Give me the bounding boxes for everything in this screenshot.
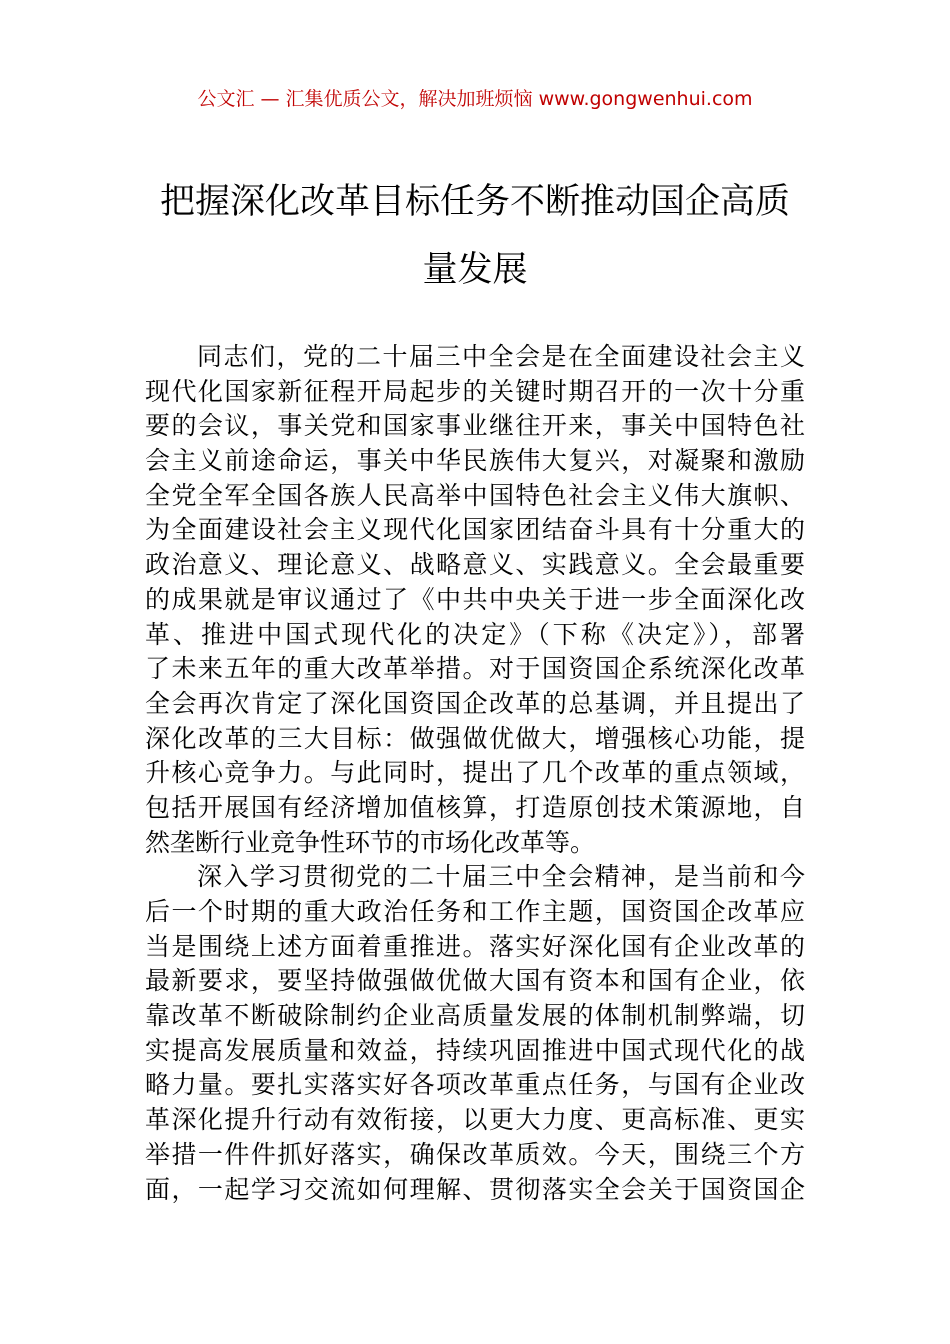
text-line: 的成果就是审议通过了《中共中央关于进一步全面深化改	[145, 584, 805, 614]
watermark-header: 公文汇 — 汇集优质公文，解决加班烦恼 www.gongwenhui.com	[197, 88, 753, 110]
document-title-line-1: 把握深化改革目标任务不断推动国企高质	[159, 182, 790, 222]
text-line: 深化改革的三大目标：做强做优做大，增强核心功能，提	[145, 723, 805, 753]
text-line: 了未来五年的重大改革举措。对于国资国企系统深化改革	[145, 654, 805, 684]
text-line: 靠改革不断破除制约企业高质量发展的体制机制弊端，切	[145, 1001, 805, 1031]
text-line: 全党全军全国各族人民高举中国特色社会主义伟大旗帜、	[145, 480, 805, 510]
text-line: 要的会议，事关党和国家事业继往开来，事关中国特色社	[145, 411, 805, 441]
text-line: 全会再次肯定了深化国资国企改革的总基调，并且提出了	[145, 688, 805, 718]
text-line: 深入学习贯彻党的二十届三中全会精神，是当前和今	[197, 862, 805, 892]
text-line: 略力量。要扎实落实好各项改革重点任务，与国有企业改	[145, 1070, 805, 1100]
text-line: 同志们，党的二十届三中全会是在全面建设社会主义	[197, 342, 805, 371]
text-line: 革深化提升行动有效衔接，以更大力度、更高标准、更实	[145, 1105, 805, 1135]
text-line: 实提高发展质量和效益，持续巩固推进中国式现代化的战	[145, 1035, 805, 1065]
text-line: 革、推进中国式现代化的决定》（下称《决定》），部署	[145, 619, 805, 649]
text-line: 举措一件件抓好落实，确保改革质效。今天，围绕三个方	[145, 1139, 805, 1169]
paragraph	[145, 860, 805, 1207]
paragraph	[145, 340, 805, 860]
text-line: 面，一起学习交流如何理解、贯彻落实全会关于国资国企	[145, 1174, 805, 1204]
text-line: 当是围绕上述方面着重推进。落实好深化国有企业改革的	[145, 931, 805, 961]
text-line: 后一个时期的重大政治任务和工作主题，国资国企改革应	[145, 897, 805, 926]
text-line: 最新要求，要坚持做强做优做大国有资本和国有企业，依	[145, 966, 805, 996]
document-body	[145, 340, 805, 1207]
text-line: 然垄断行业竞争性环节的市场化改革等。	[145, 827, 596, 857]
text-line: 现代化国家新征程开局起步的关键时期召开的一次十分重	[145, 376, 805, 406]
text-line: 会主义前途命运，事关中华民族伟大复兴，对凝聚和激励	[145, 446, 805, 476]
text-line: 政治意义、理论意义、战略意义、实践意义。全会最重要	[145, 550, 805, 580]
document-title-line-2: 量发展	[422, 250, 528, 290]
text-line: 为全面建设社会主义现代化国家团结奋斗具有十分重大的	[145, 515, 805, 545]
text-line: 包括开展国有经济增加值核算，打造原创技术策源地，自	[145, 792, 805, 822]
text-line: 升核心竞争力。与此同时，提出了几个改革的重点领域，	[145, 758, 805, 788]
